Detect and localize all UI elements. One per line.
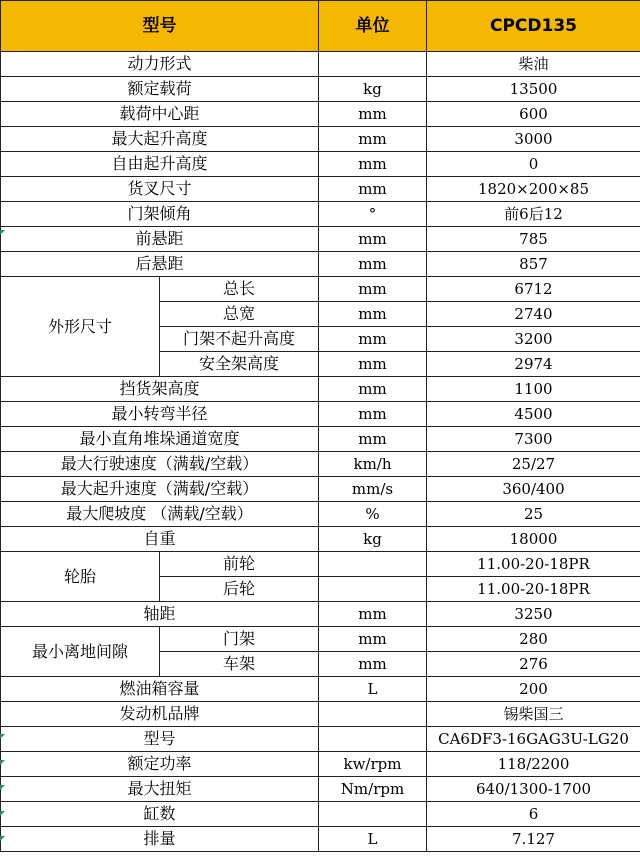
table-row xyxy=(1,402,640,427)
row-value: 25/27 xyxy=(427,452,640,477)
row-value: 3200 xyxy=(427,327,640,352)
row-value: 0 xyxy=(427,152,640,177)
cell-marker-icon xyxy=(0,734,5,739)
table-row xyxy=(1,102,640,127)
row-value: 118/2200 xyxy=(427,752,640,777)
table-row xyxy=(1,52,640,77)
sub-row-label: 门架 xyxy=(160,627,319,652)
cell-marker-icon xyxy=(0,811,5,816)
row-unit xyxy=(319,702,427,727)
row-unit: mm xyxy=(319,152,427,177)
sub-row-label: 车架 xyxy=(160,652,319,677)
row-value: 25 xyxy=(427,502,640,527)
table-row xyxy=(1,502,640,527)
row-unit: mm xyxy=(319,627,427,652)
row-unit: mm xyxy=(319,352,427,377)
row-value: 280 xyxy=(427,627,640,652)
sub-row-label: 后轮 xyxy=(160,577,319,602)
cell-marker-icon xyxy=(0,785,5,790)
row-value: 3000 xyxy=(427,127,640,152)
table-row xyxy=(1,377,640,402)
row-unit: kg xyxy=(319,77,427,102)
table-row xyxy=(1,777,640,802)
row-value: 640/1300-1700 xyxy=(427,777,640,802)
group-label-dimensions: 外形尺寸 xyxy=(1,277,160,377)
sub-row-label: 安全架高度 xyxy=(160,352,319,377)
table-row xyxy=(1,702,640,727)
row-value: 7300 xyxy=(427,427,640,452)
row-value: 1820×200×85 xyxy=(427,177,640,202)
table-row xyxy=(1,252,640,277)
cell-marker-icon xyxy=(0,230,5,235)
row-label: 自由起升高度 xyxy=(1,152,319,177)
row-unit: mm xyxy=(319,652,427,677)
table-row xyxy=(1,477,640,502)
row-value: 2740 xyxy=(427,302,640,327)
row-value: 18000 xyxy=(427,527,640,552)
row-value: 4500 xyxy=(427,402,640,427)
sub-row-label: 门架不起升高度 xyxy=(160,327,319,352)
row-label: 燃油箱容量 xyxy=(1,677,319,702)
row-unit: ° xyxy=(319,202,427,227)
row-unit: mm xyxy=(319,302,427,327)
row-value: 200 xyxy=(427,677,640,702)
row-label: 挡货架高度 xyxy=(1,377,319,402)
cell-marker-icon xyxy=(0,760,5,765)
table-row xyxy=(1,277,640,302)
row-label: 最大行驶速度（满载/空载） xyxy=(1,452,319,477)
table-row xyxy=(1,202,640,227)
row-unit: kg xyxy=(319,527,427,552)
header-model-value: CPCD135 xyxy=(427,1,640,52)
group-label-tyres: 轮胎 xyxy=(1,552,160,602)
group-label-ground-clearance: 最小离地间隙 xyxy=(1,627,160,677)
row-unit: mm xyxy=(319,327,427,352)
row-label: 最小直角堆垛通道宽度 xyxy=(1,427,319,452)
row-unit: km/h xyxy=(319,452,427,477)
row-label: 型号 xyxy=(1,727,319,752)
table-row xyxy=(1,152,640,177)
row-label: 最大扭矩 xyxy=(1,777,319,802)
table-row xyxy=(1,552,640,577)
row-label: 门架倾角 xyxy=(1,202,319,227)
row-value: 前6后12 xyxy=(427,202,640,227)
row-unit: kw/rpm xyxy=(319,752,427,777)
row-unit: mm xyxy=(319,602,427,627)
row-label: 额定载荷 xyxy=(1,77,319,102)
table-row xyxy=(1,802,640,827)
row-value: 11.00-20-18PR xyxy=(427,552,640,577)
row-unit: mm xyxy=(319,252,427,277)
table-row xyxy=(1,752,640,777)
row-unit: % xyxy=(319,502,427,527)
row-unit: mm xyxy=(319,377,427,402)
header-model-label: 型号 xyxy=(1,1,319,52)
row-unit: mm xyxy=(319,227,427,252)
row-value: 600 xyxy=(427,102,640,127)
table-row xyxy=(1,127,640,152)
table-row xyxy=(1,227,640,252)
table-row xyxy=(1,727,640,752)
row-unit xyxy=(319,727,427,752)
row-label: 最小转弯半径 xyxy=(1,402,319,427)
row-unit: mm xyxy=(319,177,427,202)
sub-row-label: 总长 xyxy=(160,277,319,302)
row-value: 785 xyxy=(427,227,640,252)
row-value: 1100 xyxy=(427,377,640,402)
row-unit: mm xyxy=(319,127,427,152)
row-label: 最大起升高度 xyxy=(1,127,319,152)
row-label: 最大爬坡度 （满载/空载） xyxy=(1,502,319,527)
cell-marker-icon xyxy=(0,836,5,841)
row-value: 360/400 xyxy=(427,477,640,502)
row-label: 货叉尺寸 xyxy=(1,177,319,202)
row-unit xyxy=(319,52,427,77)
row-unit: L xyxy=(319,677,427,702)
sub-row-label: 总宽 xyxy=(160,302,319,327)
row-value: 857 xyxy=(427,252,640,277)
row-unit: mm/s xyxy=(319,477,427,502)
row-label: 发动机品牌 xyxy=(1,702,319,727)
row-label: 缸数 xyxy=(1,802,319,827)
row-value: 276 xyxy=(427,652,640,677)
row-value: 6 xyxy=(427,802,640,827)
sub-row-label: 前轮 xyxy=(160,552,319,577)
row-value: 2974 xyxy=(427,352,640,377)
header-unit-label: 单位 xyxy=(319,1,427,52)
row-value: 锡柴国三 xyxy=(427,702,640,727)
table-row xyxy=(1,627,640,652)
row-value: 7.127 xyxy=(427,827,640,852)
row-label: 额定功率 xyxy=(1,752,319,777)
row-label: 后悬距 xyxy=(1,252,319,277)
row-label: 前悬距 xyxy=(1,227,319,252)
row-label: 动力形式 xyxy=(1,52,319,77)
row-unit: mm xyxy=(319,427,427,452)
table-row xyxy=(1,602,640,627)
table-row xyxy=(1,427,640,452)
table-row xyxy=(1,677,640,702)
row-unit: mm xyxy=(319,277,427,302)
table-row xyxy=(1,452,640,477)
row-value: 13500 xyxy=(427,77,640,102)
row-value: 柴油 xyxy=(427,52,640,77)
row-value: CA6DF3-16GAG3U-LG20 xyxy=(427,727,640,752)
row-unit: L xyxy=(319,827,427,852)
row-value: 11.00-20-18PR xyxy=(427,577,640,602)
row-unit xyxy=(319,802,427,827)
row-label: 排量 xyxy=(1,827,319,852)
table-row xyxy=(1,177,640,202)
row-unit xyxy=(319,552,427,577)
row-label: 最大起升速度（满载/空载） xyxy=(1,477,319,502)
row-value: 6712 xyxy=(427,277,640,302)
row-label: 载荷中心距 xyxy=(1,102,319,127)
table-row xyxy=(1,77,640,102)
row-unit: Nm/rpm xyxy=(319,777,427,802)
header-row xyxy=(1,1,640,52)
row-unit: mm xyxy=(319,102,427,127)
row-label: 轴距 xyxy=(1,602,319,627)
row-unit: mm xyxy=(319,402,427,427)
table-row xyxy=(1,527,640,552)
row-label: 自重 xyxy=(1,527,319,552)
row-value: 3250 xyxy=(427,602,640,627)
table-row xyxy=(1,827,640,852)
row-unit xyxy=(319,577,427,602)
